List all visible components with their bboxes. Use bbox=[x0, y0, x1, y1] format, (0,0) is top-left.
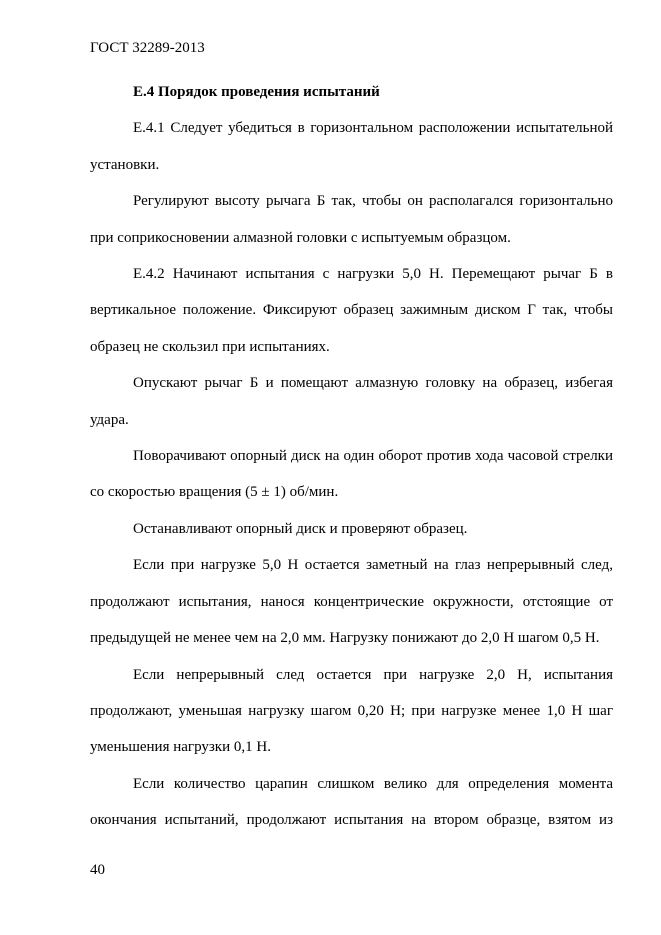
paragraph-stop-disc: Останавливают опорный диск и проверяют образец. bbox=[133, 520, 468, 537]
paragraph-load-2n: Если непрерывный след остается при нагрузке 2,0 Н, испытания продолжают, уменьшая нагрузку шагом 0,20 Н; при нагрузке менее 1,0 Н шаг уменьшения нагрузки 0,1 Н. bbox=[90, 666, 613, 756]
page-number: 40 bbox=[90, 862, 105, 878]
paragraph-e41: Е.4.1 Следует убедиться в горизонтальном расположении испытательной установки. bbox=[90, 120, 613, 173]
paragraph-scratch-count: Если количество царапин слишком велико для определения момента окончания испытаний, продолжают испытания на втором образце, взятом из bbox=[90, 775, 613, 829]
paragraph-load-5n: Если при нагрузке 5,0 Н остается заметный на глаз непрерывный след, продолжают испытания, нанося концентрические окружности, отстоящие от предыдущей не менее чем на 2,0 мм. Нагрузку понижают до 2,0 Н шагом 0,5 Н. bbox=[90, 557, 613, 647]
section-title: Е.4 Порядок проведения испытаний bbox=[133, 84, 380, 100]
paragraph-e42: Е.4.2 Начинают испытания с нагрузки 5,0 Н. Перемещают рычаг Б в вертикальное положение. Фиксируют образец зажимным диском Г так, чтобы образец не скользил при испытаниях. bbox=[90, 266, 613, 355]
paragraph-lever-height: Регулируют высоту рычага Б так, чтобы он располагался горизонтально при соприкосновении алмазной головки с испытуемым образцом. bbox=[90, 193, 613, 246]
paragraph-rotate-disc: Поворачивают опорный диск на один оборот против хода часовой стрелки со скоростью вращения (5 ± 1) об/мин. bbox=[90, 448, 613, 501]
paragraph-lower-lever: Опускают рычаг Б и помещают алмазную головку на образец, избегая удара. bbox=[90, 375, 613, 428]
document-code-header: ГОСТ 32289-2013 bbox=[90, 40, 205, 56]
section-content bbox=[90, 74, 613, 839]
